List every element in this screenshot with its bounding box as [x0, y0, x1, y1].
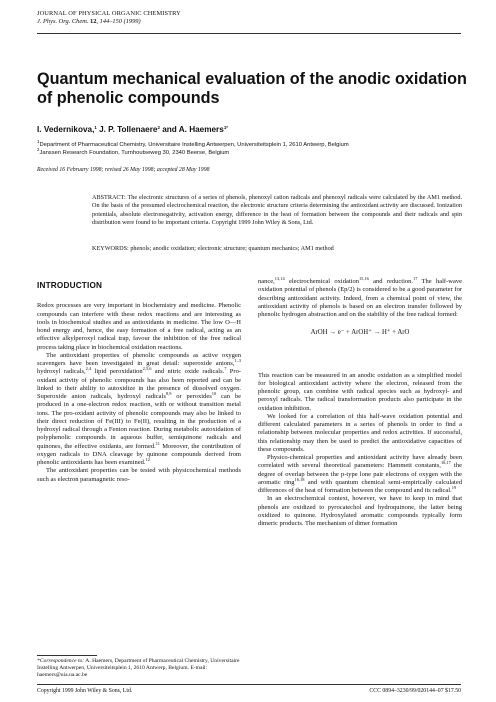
paragraph-5: This reaction can be measured in an anodic oxidation as a simplified model for biological antioxidant activity where the electron, released from the phenolic group, can combine with radical species such as hydroxyl- and peroxyl radicals. The radical transformation products also participate in the oxidation inhibition. — [258, 371, 462, 412]
journal-abbrev: J. Phys. Org. Chem. — [37, 18, 89, 25]
affiliation-2: $^2$Janssen Research Foundation, Turnhoutseweg 30, 2340 Beerse, Belgium — [37, 147, 230, 157]
reaction-equation: ArOH → e⁻ + ArOH⁺ → H⁺ + ArO — [310, 329, 410, 337]
article-title: Quantum mechanical evaluation of the anodic oxidation of phenolic compounds — [37, 70, 467, 107]
journal-pages: , 144–150 (1999) — [96, 18, 141, 25]
journal-header — [37, 10, 181, 26]
paragraph-1: Redox processes are very important in biochemistry and medicine. Phenolic compounds can interfere with these redox reactions and are interesting as tools in biochemical studies and as antioxidants in medicine. The low O—H bond energy and, hence, the easy formation of a free radical, acting as an effective alkylperoxyl radical trap, favour the inhibition of the free radical process taking place in biochemical oxidation reactions. — [37, 302, 241, 351]
copyright-notice: Copyright 1999 John Wiley & Sons, Ltd. — [37, 688, 133, 694]
paragraph-8: In an electrochemical context, however, we have to keep in mind that phenols are oxidized to pyrocatechol and hydroquinone, the latter being oxidized to quinone. Hydroxylated aromatic compounds typically form dimeric products. The mechanism of dimer formation — [258, 495, 462, 527]
left-column — [37, 278, 241, 484]
section-heading-introduction: INTRODUCTION — [37, 281, 103, 290]
author-2: J. P. Tollenaere$^2$ — [99, 125, 160, 134]
journal-name: JOURNAL OF PHYSICAL ORGANIC CHEMISTRY — [37, 10, 181, 17]
correspondence-footnote: *Correspondence to: A. Haemers, Department of Pharmaceutical Chemistry, Universitaire Instelling Antwerpen, Universiteitsplein 1, 2610 Antwerp, Belgium. E-mail: haemers@uia.ua.ac.be — [37, 658, 240, 679]
journal-citation — [37, 18, 181, 26]
keywords: KEYWORDS: phenols; anodic oxidation; electronic structure; quantum mechanics; AM1 method — [92, 245, 334, 252]
footer-rule — [37, 684, 461, 685]
paragraph-7: Physico-chemical properties and antioxidant activity have already been correlated with several theoretical parameters: Hammett constants,$^{16,17}$ the degree of overlap between the p-type lone pair electrons of oxygen with the aromatic ring$^{16,18}$ and with quantum chemical semi-empirically calculated differences of the heat of formation between the compound and its radical.$^{19}$ — [258, 454, 462, 494]
right-column — [258, 278, 462, 528]
paragraph-6: We looked for a correlation of this half-wave oxidation potential and different calculated parameters in a series of phenols in order to find a relationship between molecular properties and redox activities. If successful, this relationship may then be used to predict the antioxidative capacities of these compounds. — [258, 412, 462, 453]
affiliation-1: $^1$Department of Pharmaceutical Chemistry, Universitaire Instelling Antwerpen, Universiteitsplein 1, 2610 Antwerp, Belgium — [37, 139, 349, 148]
affiliations — [37, 141, 349, 157]
ccc-code: CCC 0894–3230/99/020144–07 $17.50 — [369, 688, 461, 694]
author-3: and A. Haemers$^{1*}$ — [162, 125, 228, 134]
journal-volume: 12 — [90, 18, 97, 25]
abstract: ABSTRACT: The electronic structures of a series of phenols, phenoxyl cation radicals and phenoxyl radicals were calculated by the AM1 method. On the basis of the presumed electrochemical reaction, the electronic structure criteria determining the antioxidant activity are discussed. Ionization potentials, absolute electronegativity, activation energy, difference in the heat of formation between the compounds and their radicals and spin distribution were found to be important criteria. Copyright 1999 John Wiley & Sons, Ltd. — [92, 194, 462, 226]
paragraph-3: The antioxidant properties can be tested with physicochemical methods such as electron paramagnetic reso- — [37, 467, 241, 483]
submission-dates: Received 16 February 1998; revised 26 May 1998; accepted 28 May 1998 — [37, 167, 210, 173]
header-rule — [37, 33, 461, 34]
paragraph-4: nance,$^{13,14}$ electrochemical oxidation$^{15,16}$ and reduction.$^{17}$ The half-wave oxidation potential of phenols (Ep/2) is considered to be a good parameter for describing antioxidant activity. Indeed, from a chemical point of view, the antioxidant activity of phenols is based on an electron transfer followed by phenolic hydrogen abstraction and on the stability of the free radical formed: — [258, 276, 462, 318]
author-1: I. Vedernikova,$^1$ — [37, 125, 97, 134]
paragraph-2: The antioxidant properties of phenolic compounds as active oxygen scavengers have been investigated in great detail: superoxide anions,$^{1-3}$ hydroxyl radicals,$^{2,4}$ lipid peroxidation$^{2,5,6}$ and nitric oxide radicals.$^7$ Pro-oxidant activity of phenolic compounds has also been reported and can be linked to their ability to autoxidize in the presence of dissolved oxygen. Superoxide anion radicals, hydroxyl radicals$^{8,9}$ or peroxides$^{10}$ can be produced in a one-electron redox reaction, with or without transition metal ions. The pro-oxidant activity of phenolic compounds may also be linked to their direct reduction of Fe(III) to Fe(II), resulting in the production of a hydroxyl radical through a Fenton reaction. During metabolic autoxidation of polyphenolic compounds in aqueous buffer, semiquinone radicals and quinones, the effective oxidants, are formed.$^{11}$ Moreover, the contribution of oxygen radicals to DNA cleavage by quinone compounds derived from phenolic antioxidants has been examined.$^{12}$ — [37, 351, 241, 466]
author-list — [37, 125, 228, 134]
footnote-rule — [37, 655, 97, 656]
